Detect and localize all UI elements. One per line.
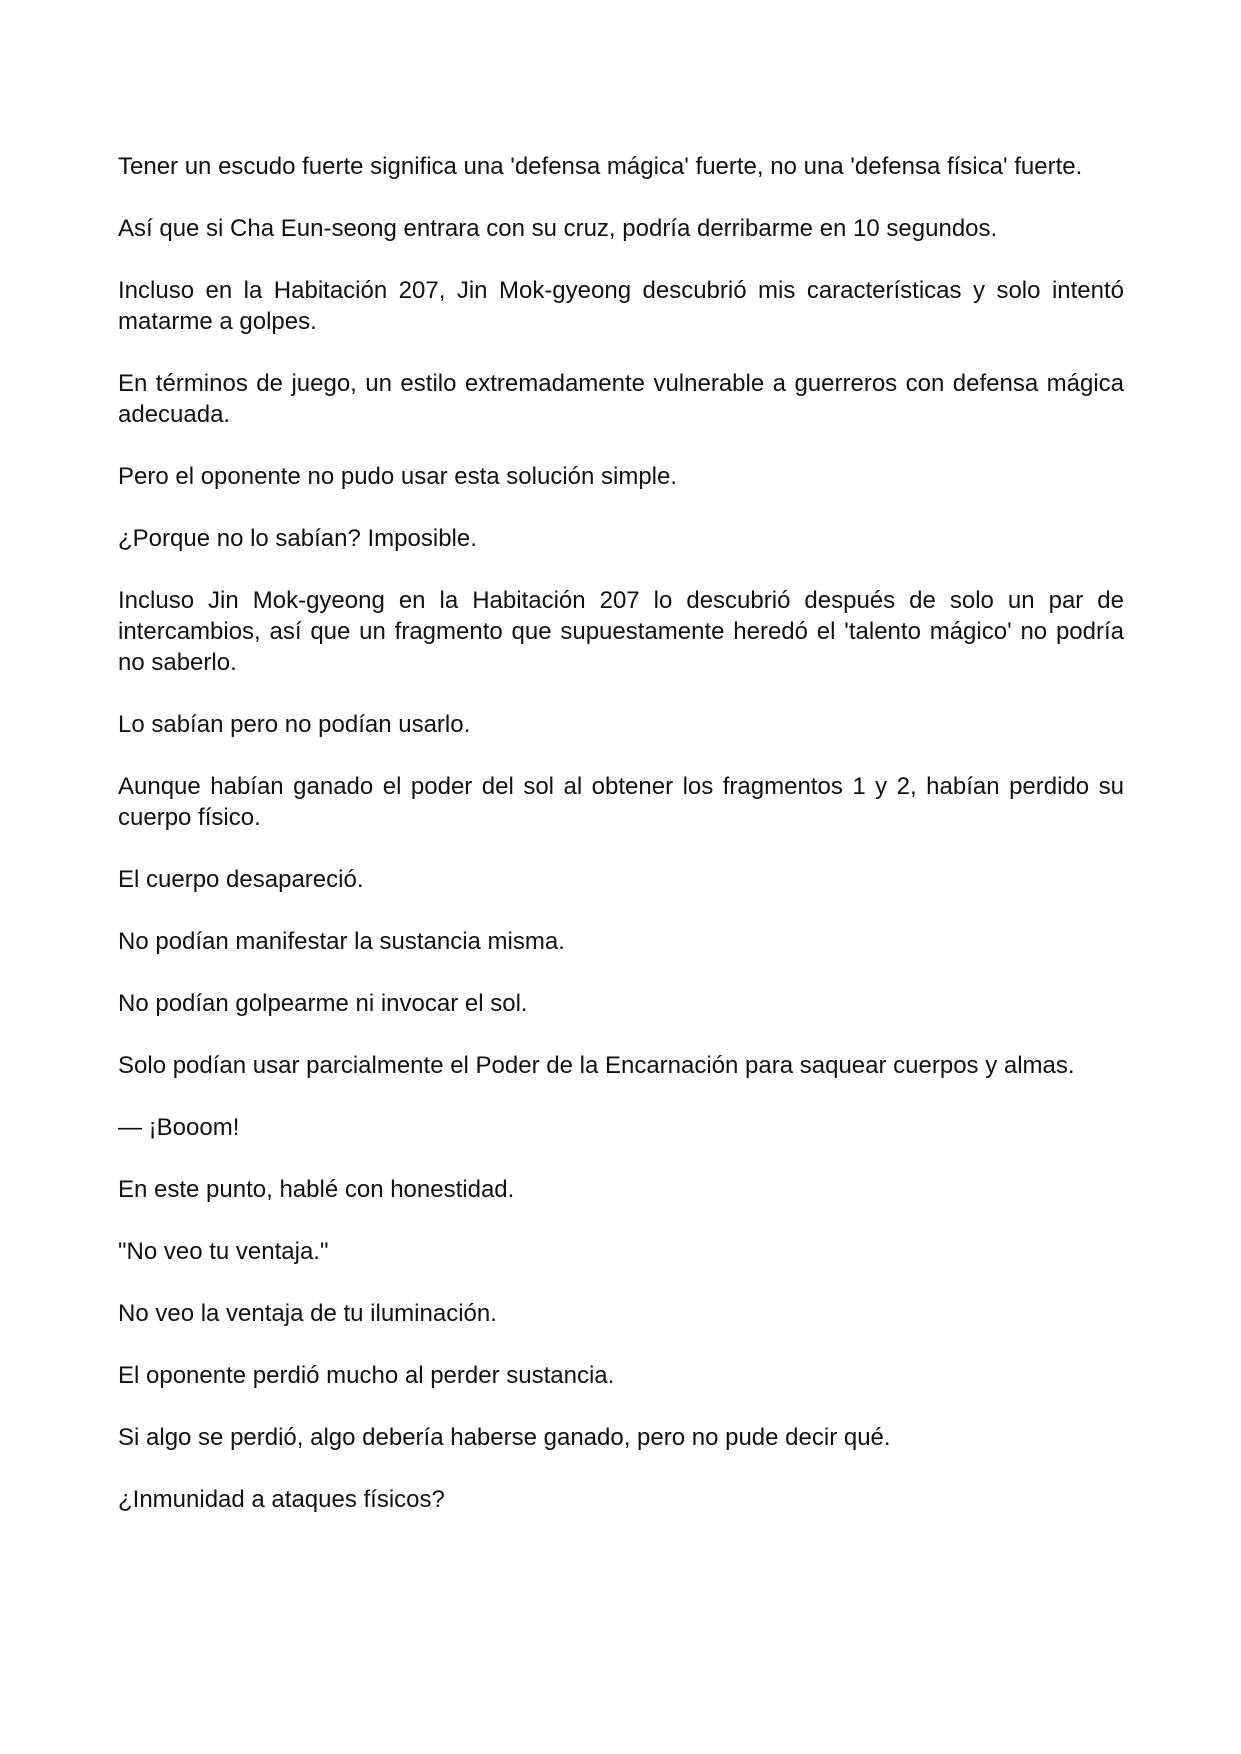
paragraph: En términos de juego, un estilo extremadamente vulnerable a guerreros con defensa mágica adecuada. [118, 370, 1124, 428]
document-body [118, 151, 1124, 1546]
paragraph: ¿Porque no lo sabían? Imposible. [118, 525, 477, 552]
paragraph: Solo podían usar parcialmente el Poder de la Encarnación para saquear cuerpos y almas. [118, 1052, 1075, 1079]
paragraph: Pero el oponente no pudo usar esta solución simple. [118, 463, 678, 490]
paragraph: En este punto, hablé con honestidad. [118, 1176, 515, 1203]
paragraph: El cuerpo desapareció. [118, 866, 364, 893]
paragraph: Aunque habían ganado el poder del sol al obtener los fragmentos 1 y 2, habían perdido su cuerpo físico. [118, 773, 1124, 831]
paragraph: Si algo se perdió, algo debería haberse ganado, pero no pude decir qué. [118, 1424, 891, 1451]
paragraph: No veo la ventaja de tu iluminación. [118, 1300, 497, 1327]
paragraph: Así que si Cha Eun-seong entrara con su cruz, podría derribarme en 10 segundos. [118, 215, 998, 242]
paragraph: "No veo tu ventaja." [118, 1238, 329, 1265]
paragraph: Incluso en la Habitación 207, Jin Mok-gyeong descubrió mis características y solo intentó matarme a golpes. [118, 277, 1124, 335]
paragraph: Tener un escudo fuerte significa una 'defensa mágica' fuerte, no una 'defensa física' fuerte. [118, 153, 1083, 180]
paragraph: ¿Inmunidad a ataques físicos? [118, 1486, 445, 1513]
paragraph: Incluso Jin Mok-gyeong en la Habitación 207 lo descubrió después de solo un par de intercambios, así que un fragmento que supuestamente heredó el 'talento mágico' no podría no saberlo. [118, 587, 1124, 676]
paragraph: No podían manifestar la sustancia misma. [118, 928, 565, 955]
paragraph: Lo sabían pero no podían usarlo. [118, 711, 471, 738]
paragraph: No podían golpearme ni invocar el sol. [118, 990, 528, 1017]
paragraph: El oponente perdió mucho al perder sustancia. [118, 1362, 615, 1389]
paragraph: — ¡Booom! [118, 1114, 240, 1141]
